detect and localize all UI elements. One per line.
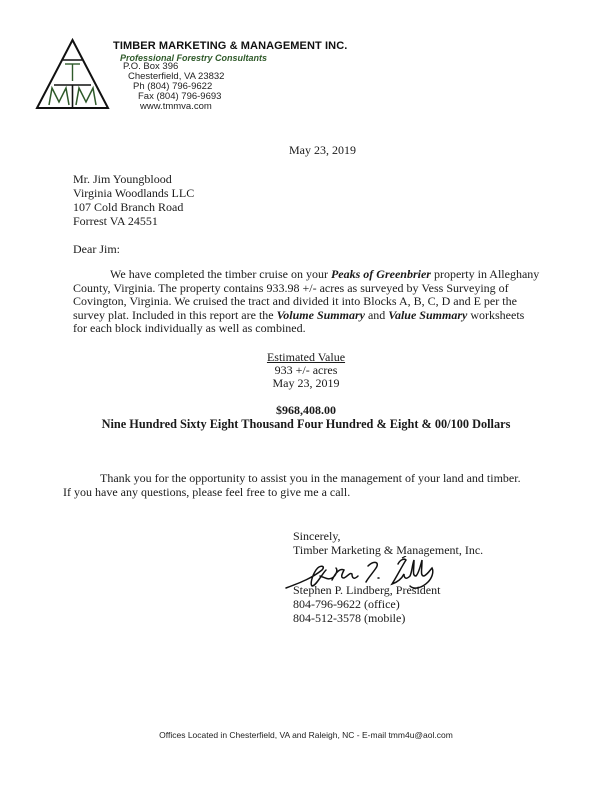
paragraph-line: for each block individually as well as combined.: [73, 321, 306, 336]
company-name: TIMBER MARKETING & MANAGEMENT INC.: [113, 40, 348, 52]
closing-company: Timber Marketing & Management, Inc.: [293, 543, 484, 557]
paragraph-line: If you have any questions, please feel free to give me a call.: [63, 484, 351, 499]
paragraph-line: Thank you for the opportunity to assist you in the management of your land and timber.: [100, 471, 521, 485]
text-run: and: [364, 307, 389, 322]
estimate-acres: 933 +/- acres: [274, 363, 338, 377]
text-run: property in Alleghany: [430, 267, 540, 281]
estimate-date: May 23, 2019: [272, 376, 340, 390]
value-summary-ref: Value Summary: [388, 307, 468, 322]
po-box: P.O. Box 396: [123, 61, 179, 72]
recipient-name: Mr. Jim Youngblood: [73, 172, 172, 186]
salutation: Dear Jim:: [73, 242, 120, 256]
company-tagline: Professional Forestry Consultants: [120, 53, 268, 63]
phone-number: Ph (804) 796-9622: [133, 81, 213, 92]
mobile-phone: 804-512-3578 (mobile): [293, 611, 406, 625]
estimate-amount: $968,408.00: [276, 403, 336, 417]
footer-offices: Offices Located in Chesterfield, VA and Raleigh, NC - E-mail tmm4u@aol.com: [159, 730, 453, 740]
paragraph-line: [73, 309, 583, 323]
city-state-zip: Chesterfield, VA 23832: [128, 71, 225, 82]
recipient-company: Virginia Woodlands LLC: [73, 186, 195, 200]
volume-summary-ref: Volume Summary: [276, 307, 365, 322]
estimate-heading: Estimated Value: [266, 350, 346, 364]
recipient-street: 107 Cold Branch Road: [73, 200, 184, 214]
paragraph-line: [73, 268, 583, 282]
paragraph-line: Covington, Virginia. We cruised the tract and divided it into Blocks A, B, C, D and E per the: [73, 294, 517, 309]
valediction: Sincerely,: [293, 529, 341, 543]
property-name: Peaks of Greenbrier: [330, 267, 431, 281]
office-phone: 804-796-9622 (office): [293, 597, 400, 611]
signer-name-title: Stephen P. Lindberg, President: [293, 583, 441, 597]
text-run: worksheets: [467, 307, 525, 322]
website-link[interactable]: www.tmmva.com: [140, 101, 212, 112]
fax-number: Fax (804) 796-9693: [138, 91, 222, 102]
letter-date: May 23, 2019: [289, 143, 356, 157]
paragraph-closing: [63, 472, 573, 499]
estimate-amount-words: Nine Hundred Sixty Eight Thousand Four Hundred & Eight & 00/100 Dollars: [101, 417, 511, 431]
text-run: survey plat. Included in this report are the: [73, 307, 277, 322]
paragraph-line: County, Virginia. The property contains 933.98 +/- acres as surveyed by Vess Surveying of: [73, 280, 509, 295]
tmm-logo: [35, 38, 110, 110]
text-run: We have completed the timber cruise on your: [110, 267, 331, 281]
paragraph-intro: [73, 268, 583, 336]
recipient-city: Forrest VA 24551: [73, 214, 158, 228]
